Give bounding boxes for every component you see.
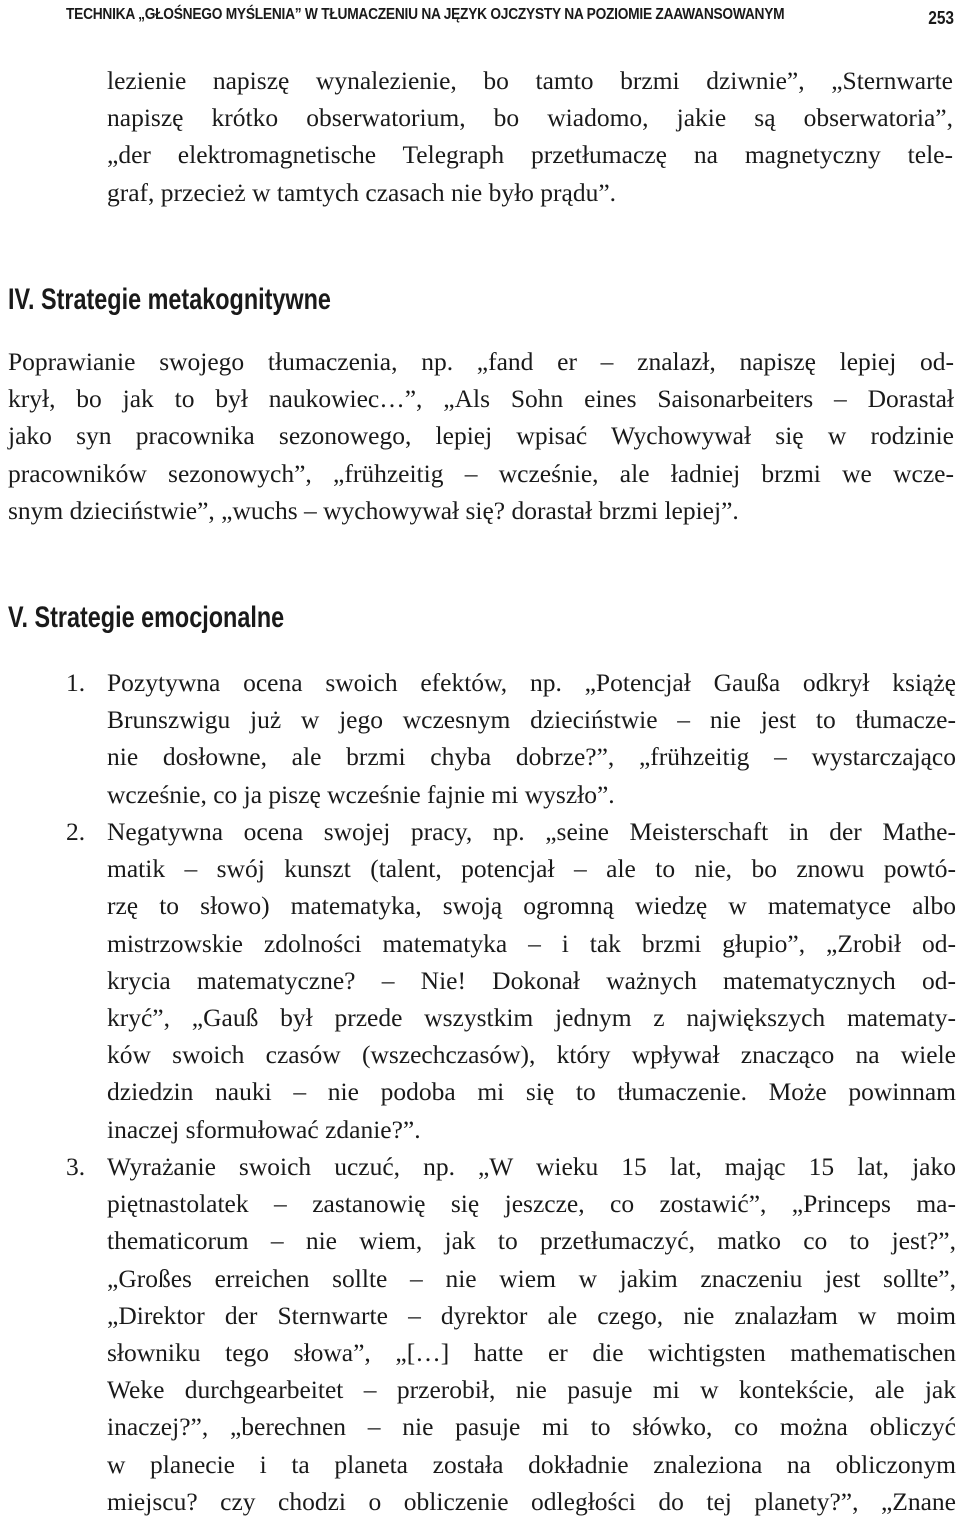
text-line: snym dzieciństwie”, „wuchs – wychowywał się? dorastał brzmi lepiej”. [8, 495, 739, 525]
text-line: thematicorum – nie wiem, jak to przetłumaczyć, matko co to jest?”, [107, 1226, 956, 1256]
text-line: Wyrażanie swoich uczuć, np. „W wieku 15 lat, mając 15 lat, jako [107, 1152, 956, 1181]
section-heading-v: V. Strategie emocjonalne [8, 601, 285, 634]
text-line: Weke durchgearbeitet – przerobił, nie pasuje mi w kontekście, ale jak [107, 1375, 956, 1405]
text-line: graf, przecież w tamtych czasach nie było prądu”. [107, 177, 617, 207]
text-line: inaczej sformułować zdanie?”. [107, 1114, 421, 1144]
intro-paragraph [107, 62, 953, 211]
text-line: ków swoich czasów (wszechczasów), który wpływał znacząco na wiele [107, 1040, 956, 1070]
text-line: mistrzowskie zdolności matematyka – i tak brzmi głupio”, „Zrobił od- [107, 928, 956, 958]
text-line: rzę to słowo) matematyka, swoją ogromną wiedzę w matematyce albo [107, 891, 956, 921]
list-item-body [107, 813, 956, 1148]
text-line: nie dosłowne, ale brzmi chyba dobrze?”, „frühzeitig – wystarczająco [107, 742, 956, 772]
list-item-body [107, 664, 956, 813]
text-line: krył, bo jak to był naukowiec…”, „Als Sohn eines Saisonarbeiters – Dorastał [8, 384, 954, 414]
text-line: kryć”, „Gauß był przede wszystkim jednym z największych matematy- [107, 1002, 956, 1032]
text-line: w planecie i ta planeta została dokładnie znaleziona na obliczonym [107, 1449, 956, 1479]
list-number: 3. [66, 1152, 86, 1181]
text-line: jako syn pracownika sezonowego, lepiej wpisać Wychowywał się w rodzinie [8, 421, 954, 451]
text-line: wcześnie, co ja piszę wcześnie fajnie mi wyszło”. [107, 779, 615, 809]
running-header [66, 6, 831, 34]
text-line: Pozytywna ocena swoich efektów, np. „Potencjał Gaußa odkrył książę [107, 668, 956, 697]
running-title: TECHNIKA „GŁOŚNEGO MYŚLENIA” W TŁUMACZENIU NA JĘZYK OJCZYSTY NA POZIOMIE ZAAWANSOWANYM [66, 6, 785, 23]
text-line: Negatywna ocena swojej pracy, np. „seine Meisterschaft in der Mathe- [107, 817, 956, 846]
text-line: miejscu? czy chodzi o obliczenie odległości do tej planety?”, „Znane [107, 1486, 956, 1516]
text-line: lezienie napiszę wynalezienie, bo tamto brzmi dziwnie”, „Sternwarte [107, 66, 953, 95]
list-number: 2. [66, 817, 86, 846]
text-line: napiszę krótko obserwatorium, bo wiadomo, jakie są obserwatoria”, [107, 103, 953, 133]
text-line: Poprawianie swojego tłumaczenia, np. „fand er – znalazł, napiszę lepiej od- [8, 347, 954, 376]
text-line: piętnastolatek – zastanowię się jeszcze, co zostawić”, „Princeps ma- [107, 1189, 956, 1219]
text-line: słowniku tego słowa”, „[…] hatte er die wichtigsten mathematischen [107, 1337, 956, 1367]
text-line: „der elektromagnetische Telegraph przetłumaczę na magnetyczny tele- [107, 140, 953, 170]
section-iv-paragraph [8, 343, 954, 529]
list-number: 1. [66, 668, 86, 697]
text-line: pracowników sezonowych”, „frühzeitig – wcześnie, ale ładniej brzmi we wcze- [8, 458, 954, 488]
text-line: „Großes erreichen sollte – nie wiem w jakim znaczeniu jest sollte”, [107, 1263, 956, 1293]
page-number: 253 [928, 8, 954, 28]
section-heading-iv: IV. Strategie metakognitywne [8, 283, 331, 316]
text-line: Brunszwigu już w jego wczesnym dzieciństwie – nie jest to tłumacze- [107, 705, 956, 735]
text-line: dziedzin nauki – nie podoba mi się to tłumaczenie. Może powinnam [107, 1077, 956, 1107]
text-line: inaczej?”, „berechnen – nie pasuje mi to słówko, co można obliczyć [107, 1412, 956, 1442]
list-item-body [107, 1148, 956, 1520]
text-line: matik – swój kunszt (talent, potencjał – ale to nie, bo znowu powtó- [107, 854, 956, 884]
text-line: „Direktor der Sternwarte – dyrektor ale czego, nie znalazłam w moim [107, 1300, 956, 1330]
text-line: krycia matematyczne? – Nie! Dokonał ważnych matematycznych od- [107, 965, 956, 995]
